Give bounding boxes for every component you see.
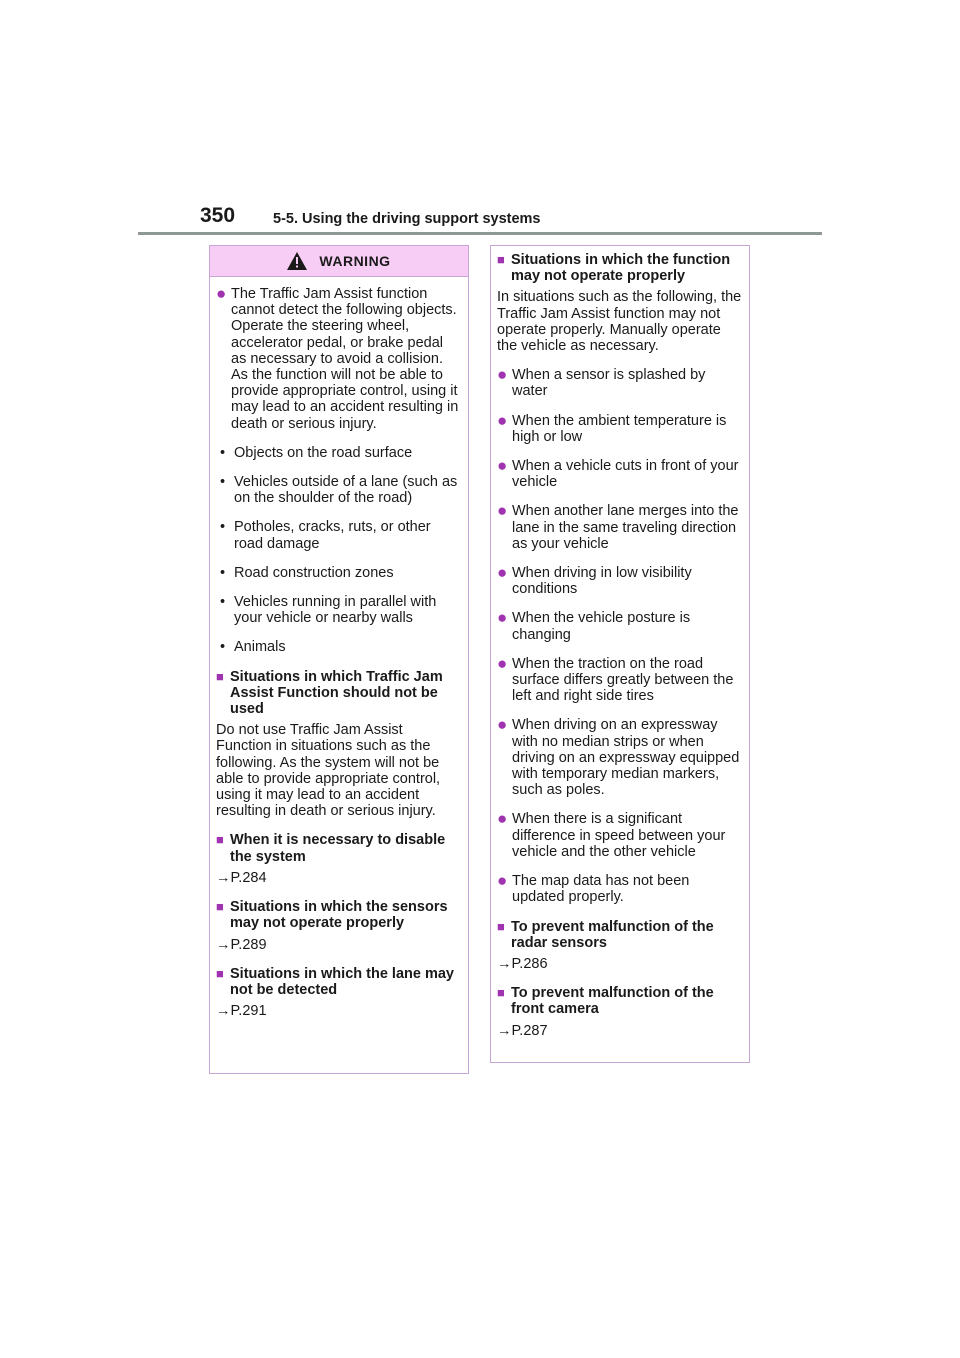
paragraph-not-used: Do not use Traffic Jam Assist Function in situations such as the following. As the system will not be able to provide appropriate control, using it may lead to an accident resulting in death or serious injury. [216,722,441,820]
subheading-camera: ■ To prevent malfunction of the front camera [497,985,714,1018]
list-item: ● When there is a significant difference in speed between your vehicle and the other vehicle [497,809,726,860]
list-item: ● When a sensor is splashed by water [497,365,706,400]
square-bullet-icon: ■ [216,668,224,684]
list-item: • Vehicles outside of a lane (such as on the shoulder of the road) [220,474,458,507]
circle-bullet-icon: ● [497,410,508,430]
circle-bullet-icon: ● [497,563,508,583]
square-bullet-icon: ■ [216,832,224,848]
circle-bullet-icon: ● [497,809,508,829]
circle-bullet-icon: ● [497,608,508,628]
circle-bullet-icon: ● [216,284,227,303]
list-item: • Potholes, cracks, ruts, or other road damage [220,519,431,552]
section-title: 5-5. Using the driving support systems [273,211,541,227]
page-reference-link[interactable]: →P.284 [216,869,267,886]
list-item: • Vehicles running in parallel with your vehicle or nearby walls [220,594,437,627]
info-box [490,245,750,1063]
warning-box [209,245,469,1074]
circle-bullet-icon: ● [497,715,508,735]
list-item: ● When the traction on the road surface differs greatly between the left and right side tires [497,653,734,705]
header-rule [138,232,822,235]
page-number: 350 [200,204,236,227]
subheading-not-used: ■ Situations in which Traffic Jam Assist Function should not be used [216,668,443,718]
page-reference-link[interactable]: →P.291 [216,1003,267,1020]
list-item: ● When a vehicle cuts in front of your vehicle [497,456,739,491]
subheading-disable: ■ When it is necessary to disable the system [216,832,446,865]
warning-title: WARNING [319,252,391,269]
paragraph-function: In situations such as the following, the Traffic Jam Assist function may not operate properly. Manually operate the vehicle as necessary. [497,289,742,355]
list-item: ● When another lane merges into the lane in the same traveling direction as your vehicle [497,501,739,552]
subheading-function: ■ Situations in which the function may not operate properly [497,252,731,285]
subheading-sensors: ■ Situations in which the sensors may not operate properly [216,899,448,932]
square-bullet-icon: ■ [497,918,505,934]
list-item: ● The map data has not been updated properly. [497,871,690,906]
circle-bullet-icon: ● [497,365,508,385]
list-item: • Animals [220,639,286,656]
warning-intro [216,286,462,432]
subheading-radar: ■ To prevent malfunction of the radar sensors [497,918,714,951]
square-bullet-icon: ■ [497,985,505,1001]
circle-bullet-icon: ● [497,871,508,891]
list-item: • Objects on the road surface [220,444,413,461]
list-item: ● When driving in low visibility conditions [497,563,692,598]
page-reference-link[interactable]: →P.286 [497,955,548,972]
list-item: ● When driving on an expressway with no median strips or when driving on an expressway equipped with temporary median markers, such as poles. [497,715,740,799]
page-reference-link[interactable]: →P.287 [497,1022,548,1039]
subheading-lane: ■ Situations in which the lane may not be detected [216,965,454,998]
list-item: • Road construction zones [220,564,394,581]
warning-header [210,246,468,277]
circle-bullet-icon: ● [497,653,508,673]
page-reference-link[interactable]: →P.289 [216,936,267,953]
square-bullet-icon: ■ [216,899,224,915]
page-header [0,0,960,240]
warning-content [210,277,468,1019]
circle-bullet-icon: ● [497,501,508,521]
list-item: ● When the ambient temperature is high or low [497,410,727,445]
list-item: ● When the vehicle posture is changing [497,608,691,643]
square-bullet-icon: ■ [216,965,224,981]
info-content [491,246,749,1039]
warning-triangle-icon [287,252,307,270]
circle-bullet-icon: ● [497,456,508,476]
warning-intro-text: The Traffic Jam Assist function cannot detect the following objects. Operate the steering wheel, accelerator pedal, or brake pedal as necessary to avoid a collision. As the function will not be able to provide appropriate control, using it may lead to an accident resulting in death or serious injury. [231,286,459,432]
square-bullet-icon: ■ [497,252,505,267]
